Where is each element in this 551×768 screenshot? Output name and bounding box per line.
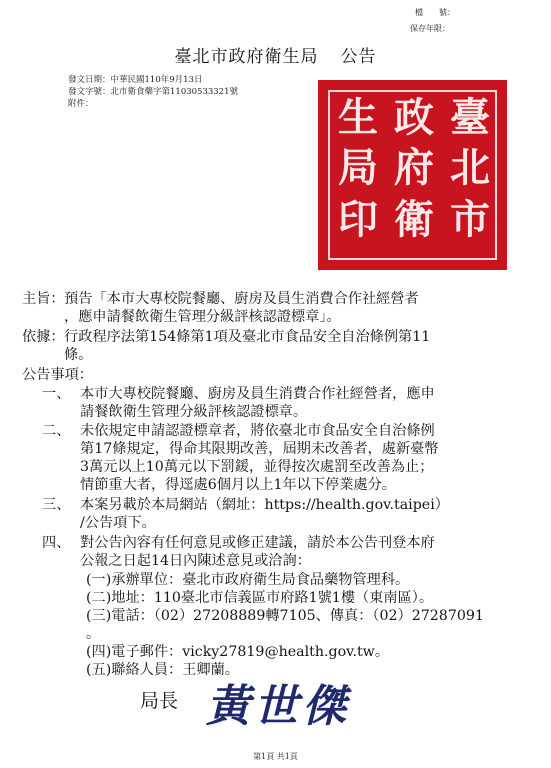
page-number: 第1頁 共1頁 bbox=[253, 752, 298, 761]
basis-line: 行政程序法第154條第1項及臺北市食品安全自治條例第11 bbox=[64, 329, 431, 345]
document-type: 公告 bbox=[340, 47, 377, 67]
item-number: 三、 bbox=[42, 497, 71, 513]
seal-char: 臺 bbox=[450, 94, 490, 141]
item-number: 四、 bbox=[42, 535, 71, 551]
item-line: 對公告內容有任何意見或修正建議，請於本公告刊登本府 bbox=[80, 535, 435, 551]
items-heading: 公告事項： bbox=[22, 367, 93, 383]
contact-person: (五)聯絡人員：王卿蘭。 bbox=[86, 662, 239, 678]
subject-line: 預告「本市大專校院餐廳、廚房及員生消費合作社經營者 bbox=[64, 291, 419, 307]
item-line: 請餐飲衛生管理分級評核認證標章。 bbox=[80, 404, 308, 420]
item-number: 二、 bbox=[42, 423, 71, 439]
retention-period-label: 保存年限： bbox=[410, 24, 450, 33]
contact-phone-end: 。 bbox=[86, 626, 101, 642]
item-number: 一、 bbox=[42, 386, 71, 402]
signature-title: 局長 bbox=[140, 690, 179, 712]
basis-line: 條。 bbox=[64, 347, 93, 363]
seal-char: 府 bbox=[394, 144, 434, 191]
official-seal bbox=[318, 80, 507, 270]
contact-phone: (三)電話：（02）27208889轉7105、傳真：（02）27287091 bbox=[86, 608, 484, 624]
contact-address: (二)地址：110臺北市信義區市府路1號1樓（東南區）。 bbox=[86, 590, 434, 606]
item-line: 第17條規定，得命其限期改善，屆期未改善者，處新臺幣 bbox=[80, 441, 439, 457]
item-line: 情節重大者，得逕處6個月以上1年以下停業處分。 bbox=[80, 477, 396, 493]
item-line: 本市大專校院餐廳、廚房及員生消費合作社經營者，應申 bbox=[80, 386, 435, 402]
subject-line: ，應申請餐飲衛生管理分級評核認證標章」。 bbox=[64, 309, 341, 325]
director-signature: 黃世傑 bbox=[206, 681, 350, 732]
item-line: /公告項下。 bbox=[80, 515, 156, 531]
seal-char: 局 bbox=[338, 144, 378, 191]
seal-char: 生 bbox=[338, 94, 378, 141]
basis-label: 依據： bbox=[22, 329, 65, 345]
item-line: 未依規定申請認證標章者，將依臺北市食品安全自治條例 bbox=[80, 423, 435, 439]
item-line: 公報之日起14日內陳述意見或洽詢： bbox=[80, 553, 311, 569]
attachment-label: 附件： bbox=[68, 99, 94, 109]
item-line: 3萬元以上10萬元以下罰鍰，並得按次處罰至改善為止； bbox=[80, 459, 434, 475]
issue-date: 發文日期：中華民國110年9月13日 bbox=[68, 75, 203, 85]
file-number-label: 檔 號： bbox=[415, 8, 455, 17]
document-number: 發文字號：北市衛食藥字第11030533321號 bbox=[68, 87, 238, 97]
seal-char: 市 bbox=[450, 196, 490, 243]
seal-char: 北 bbox=[450, 144, 490, 191]
item-line: 本案另載於本局網站（網址：https://health.gov.taipei） bbox=[80, 497, 449, 513]
seal-char: 印 bbox=[338, 196, 378, 243]
subject-label: 主旨： bbox=[22, 291, 65, 307]
seal-char: 衛 bbox=[394, 196, 434, 243]
contact-unit: (一)承辦單位：臺北市政府衛生局食品藥物管理科。 bbox=[86, 572, 410, 588]
issuing-organization: 臺北市政府衛生局 bbox=[174, 47, 319, 67]
seal-char: 政 bbox=[394, 94, 434, 141]
contact-email: (四)電子郵件：vicky27819@health.gov.tw。 bbox=[86, 644, 390, 660]
document-title bbox=[0, 42, 551, 67]
